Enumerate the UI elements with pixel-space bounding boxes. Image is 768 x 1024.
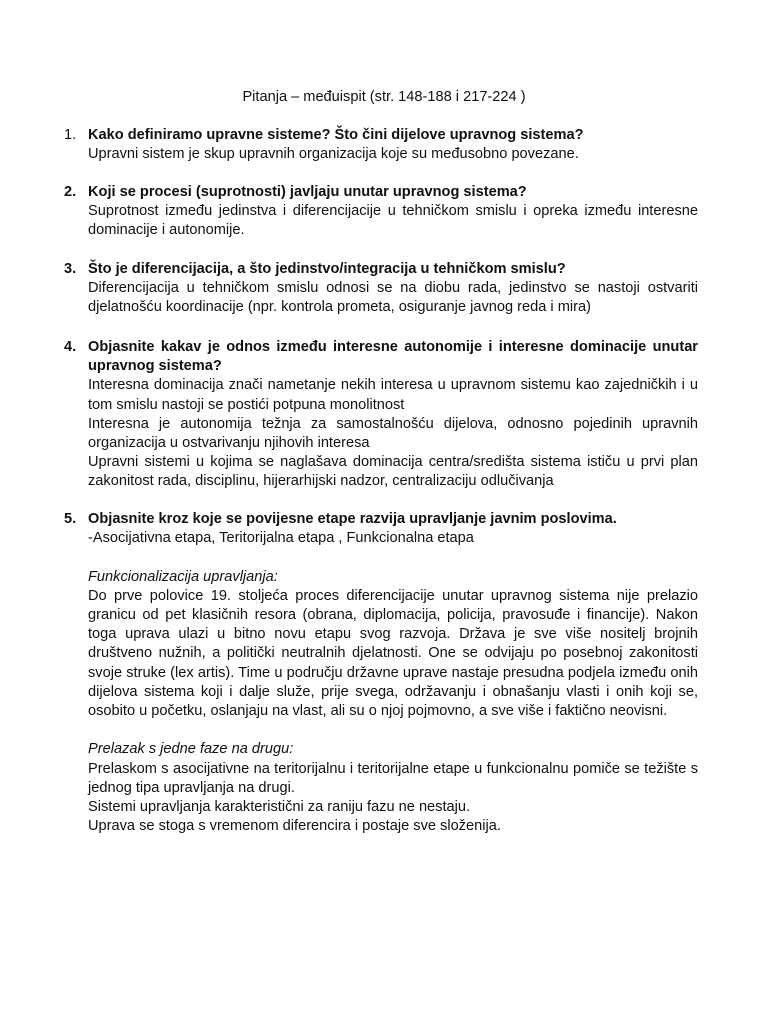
- answer-text: Upravni sistemi u kojima se naglašava dominacija centra/središta sistema ističu u prvi plan zakonitost rada, disciplinu, hijerarhijski nadzor, centralizaciju odlučivanja: [88, 454, 698, 490]
- question-5: [64, 510, 698, 836]
- question-3: [64, 260, 698, 318]
- question-number: 4.: [64, 339, 77, 355]
- answer-text: -Asocijativna etapa, Teritorijalna etapa , Funkcionalna etapa: [88, 530, 474, 547]
- question-text: Objasnite kakav je odnos između interesne autonomije i interesne dominacije unutar upravnog sistema?: [88, 339, 698, 375]
- question-text: Kako definiramo upravne sisteme? Što čini dijelove upravnog sistema?: [88, 127, 584, 143]
- question-number: 1.: [64, 127, 77, 143]
- answer-text: Interesna dominacija znači nametanje nekih interesa u upravnom sistemu kao zajedničkih i u tom smislu nastoji se postići potpuna monolitnost: [88, 377, 698, 413]
- question-text: Koji se procesi (suprotnosti) javljaju unutar upravnog sistema?: [88, 184, 527, 200]
- answer-text: Upravni sistem je skup upravnih organizacija koje su međusobno povezane.: [88, 146, 579, 163]
- answer-text: Diferencijacija u tehničkom smislu odnosi se na diobu rada, jedinstvo se nastoji ostvariti djelatnošću koordinacije (npr. kontrola prometa, osiguranje javnog reda i mira): [88, 280, 698, 316]
- question-number: 5.: [64, 511, 77, 527]
- question-4: [64, 338, 698, 492]
- section-paragraph: Uprava se stoga s vremenom diferencira i postaje sve složenija.: [88, 818, 501, 835]
- section-heading: Prelazak s jedne faze na drugu:: [88, 741, 294, 758]
- question-number: 2.: [64, 184, 77, 200]
- question-text: Što je diferencijacija, a što jedinstvo/integracija u tehničkom smislu?: [88, 261, 566, 277]
- section-paragraph: Prelaskom s asocijativne na teritorijalnu i teritorijalne etape u funkcionalnu pomiče se težište s jednog tipa upravljanja na drugi.: [88, 760, 698, 796]
- question-2: [64, 183, 698, 241]
- question-text: Objasnite kroz koje se povijesne etape razvija upravljanje javnim poslovima.: [88, 511, 617, 527]
- answer-text: Interesna je autonomija težnja za samostalnošću dijelova, odnosno pojedinih upravnih organizacija u ostvarivanju njihovih interesa: [88, 415, 698, 452]
- question-number: 3.: [64, 261, 77, 277]
- section-paragraph: Sistemi upravljanja karakteristični za raniju fazu ne nestaju.: [88, 799, 471, 816]
- section-paragraph: Do prve polovice 19. stoljeća proces diferencijacije unutar upravnog sistema nije prelazio granicu od pet klasičnih resora (obrana, diplomacija, policija, pravosuđe i financije). Nakon toga uprava ulazi u bitno novu etapu svog razvoja. Država je sve više nositelj brojnih društveno nužnih, a politički neutralnih djelatnosti. One se odvijaju po posebnoj zakonitosti svoje struke (lex artis). Time u području državne uprave nastaje presudna podjela između onih dijelova sistema koji i dalje služe, prije svega, održavanju i obnašanju vlasti i onih koji se, osobito u početku, oslanjaju na vlast, ali su o njoj pojmovno, a sve više i faktično neovisni.: [88, 587, 698, 720]
- answer-text: Suprotnost između jedinstva i diferencijacije u tehničkom smislu i opreka između interesne dominacije i autonomije.: [88, 203, 698, 239]
- document-title: Pitanja – međuispit (str. 148-188 i 217-224 ): [242, 89, 526, 105]
- question-1: [64, 126, 698, 164]
- section-heading: Funkcionalizacija upravljanja:: [88, 568, 278, 585]
